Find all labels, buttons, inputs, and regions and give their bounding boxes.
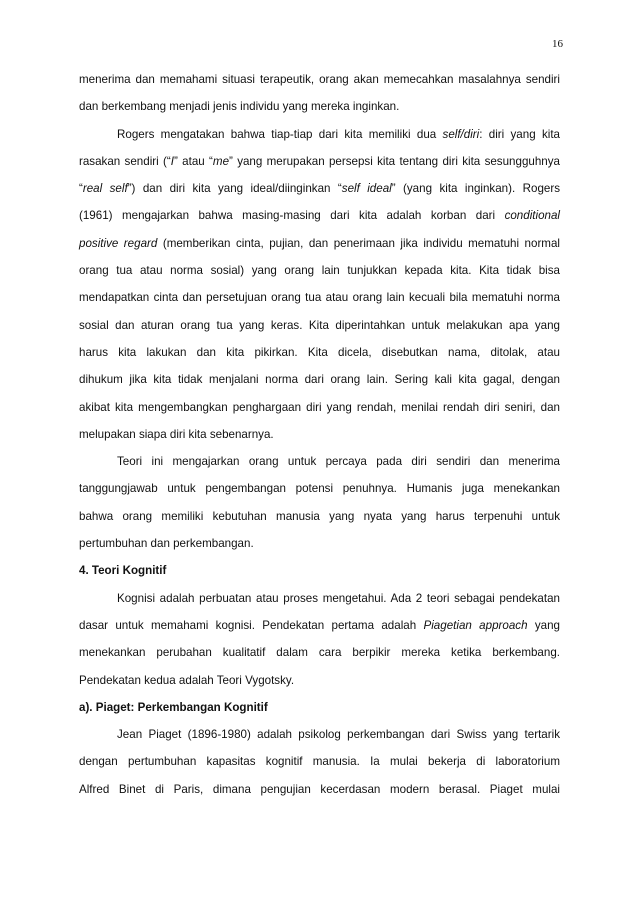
text-line: orang tua atau norma sosial) yang orang lain tunjukkan kepada kita. Kita tidak bisa (79, 264, 560, 278)
italic-term: me (212, 154, 230, 168)
text-line: dengan pertumbuhan kapasitas kognitif manusia. Ia mulai bekerja di laboratorium (79, 755, 560, 769)
italic-term: self/diri (442, 127, 480, 141)
text-line: menekankan perubahan kualitatif dalam cara berpikir mereka ketika berkembang. (79, 646, 560, 660)
text-line: Jean Piaget (1896-1980) adalah psikolog perkembangan dari Swiss yang tertarik (117, 728, 560, 742)
paragraph-3 (79, 448, 560, 557)
text-line: “real self”) dan diri kita yang ideal/diinginkan “self ideal” (yang kita inginkan). Rogers (79, 182, 560, 196)
text-line: melupakan siapa diri kita sebenarnya. (79, 427, 274, 441)
italic-term: self ideal (341, 182, 392, 196)
document-body (79, 66, 560, 803)
text-line: bahwa orang memiliki kebutuhan manusia yang nyata yang harus terpenuhi untuk (79, 509, 560, 523)
italic-term: conditional (504, 209, 560, 223)
paragraph-5 (79, 721, 560, 803)
italic-term: real self (82, 182, 128, 196)
text-line: rasakan sendiri (“I” atau “me” yang merupakan persepsi kita tentang diri kita sesungguhnya (79, 154, 560, 168)
text-line: harus kita lakukan dan kita pikirkan. Kita dicela, disebutkan nama, ditolak, atau (79, 345, 560, 359)
text-line: sosial dan aturan orang tua yang keras. Kita diperintahkan untuk melakukan apa yang (79, 318, 560, 332)
text-line: Teori ini mengajarkan orang untuk percaya pada diri sendiri dan menerima (117, 455, 560, 469)
text-line: dasar untuk memahami kognisi. Pendekatan pertama adalah Piagetian approach yang (79, 618, 560, 632)
text-line: Pendekatan kedua adalah Teori Vygotsky. (79, 673, 295, 687)
section-heading-teori-kognitif: 4. Teori Kognitif (79, 564, 167, 578)
text-line: Alfred Binet di Paris, dimana pengujian kecerdasan modern berasal. Piaget mulai (79, 782, 560, 796)
text-line: akibat kita mengembangkan penghargaan diri yang rendah, menilai rendah diri seniri, dan (79, 400, 560, 414)
text-line: dihukum jika kita tidak menjalani norma dari orang lain. Sering kali kita gagal, dengan (79, 373, 560, 387)
italic-term: Piagetian approach (423, 618, 528, 632)
text-line: positive regard (memberikan cinta, pujian, dan penerimaan jika individu mematuhi normal (79, 236, 560, 250)
text-line: pertumbuhan dan perkembangan. (79, 537, 254, 551)
page-number: 16 (552, 38, 563, 50)
text-line: tanggungjawab untuk pengembangan potensi penuhnya. Humanis juga menekankan (79, 482, 560, 496)
text-line: mendapatkan cinta dan persetujuan orang tua atau orang lain kecuali bila mematuhi norma (79, 291, 560, 305)
paragraph-1 (79, 66, 560, 121)
paragraph-2 (79, 121, 560, 449)
italic-term: I (170, 154, 174, 168)
text-line: menerima dan memahami situasi terapeutik, orang akan memecahkan masalahnya sendiri (79, 73, 560, 86)
text-line: Kognisi adalah perbuatan atau proses mengetahui. Ada 2 teori sebagai pendekatan (117, 591, 560, 605)
italic-term: positive regard (79, 236, 158, 250)
text-line: dan berkembang menjadi jenis individu yang mereka inginkan. (79, 100, 400, 114)
text-line: Rogers mengatakan bahwa tiap-tiap dari kita memiliki dua self/diri: diri yang kita (117, 127, 560, 141)
paragraph-4 (79, 585, 560, 694)
section-heading-piaget: a). Piaget: Perkembangan Kognitif (79, 700, 268, 714)
text-line: (1961) mengajarkan bahwa masing-masing dari kita adalah korban dari conditional (79, 209, 560, 223)
